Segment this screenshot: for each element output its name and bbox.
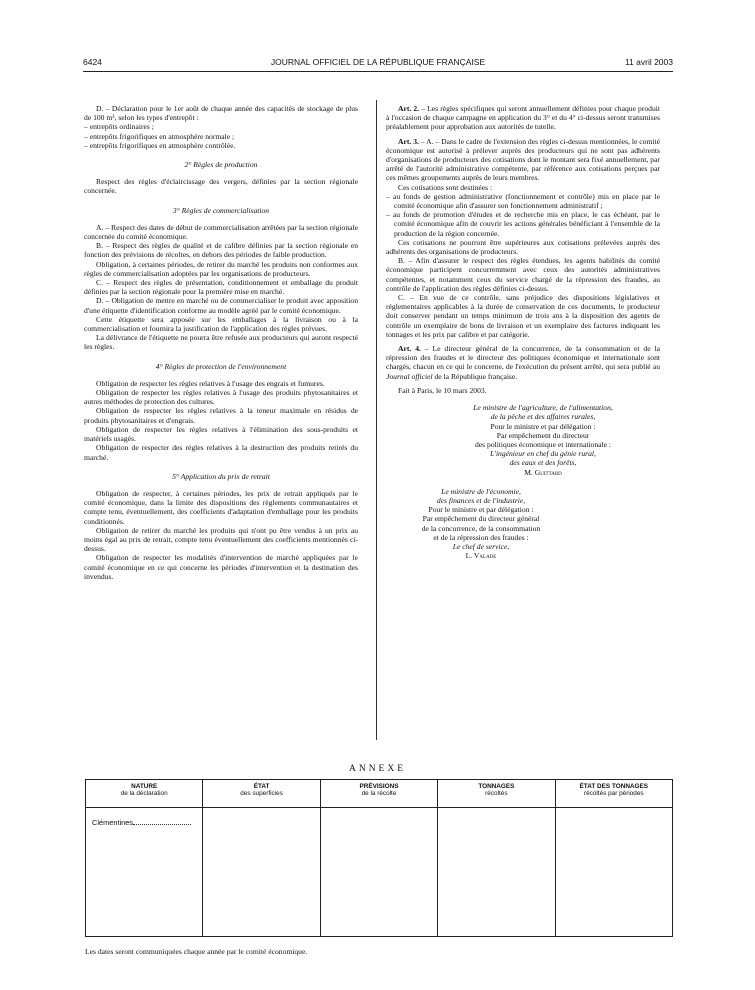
table-cell (203, 808, 320, 937)
signature-line: L'ingénieur en chef du génie rural, (490, 449, 596, 459)
signatory-name: M. Guittard (524, 467, 562, 477)
paragraph: Obligation de respecter les règles relatives à l'usage des produits phytosanitaires et autres méthodes de protection des cultures. (84, 388, 358, 407)
annexe-footnote: Les dates seront communiquées chaque année par le comité économique. (85, 947, 308, 956)
column-header: NATURE de la déclaration (86, 780, 203, 808)
article-text: – Les règles spécifiques qui seront annuellement définies pour chaque produit à l'occasion de chaque campagne en application du 3° et du 4° ci-dessus seront transmises préalablement pour approbation aux autorités de tutelle. (386, 104, 660, 132)
paragraph: C. – Respect des règles de présentation, conditionnement et emballage du produit définies par la section régionale pour la première mise en marché. (84, 278, 358, 297)
paragraph: Obligation de respecter les règles relatives à l'usage des engrais et fumures. (96, 378, 325, 388)
paragraph: Ces cotisations sont destinées : (398, 182, 493, 192)
page-number: 6424 (83, 57, 102, 67)
section-heading: 5° Application du prix de retrait (172, 471, 270, 481)
signature-line: des politiques économique et internationale : (474, 439, 612, 449)
article-label: Art. 2. (398, 104, 420, 113)
signature-line: Le ministre de l'agriculture, de l'alimentation, (473, 403, 613, 413)
signature-line: Par empêchement du directeur général (422, 514, 540, 524)
paragraph: D. – Obligation de mettre en marché ou de commercialiser le produit avec apposition d'une étiquette d'identification conforme au modèle agréé par le comité économique. (84, 296, 358, 315)
article-label: Art. 3. (398, 136, 419, 146)
column-header: ÉTAT des superficies (203, 780, 320, 808)
list-item: – entrepôts frigorifiques en atmosphère normale ; (84, 131, 235, 141)
paragraph: Obligation de respecter, à certaines périodes, les prix de retrait appliqués par le comité économique, dans la limite des dispositions des règlements communautaires et compte tenu, éventuellement, des coefficients d'adaptation d'emballage pour les produits conditionnés. (84, 488, 358, 526)
signature-line: et de la répression des fraudes : (433, 532, 529, 542)
article-3 (386, 137, 660, 183)
annexe-title: ANNEXE (348, 764, 407, 774)
paragraph: D. – Déclaration pour le 1er août de chaque année des capacités de stockage de plus de 100 m³, selon les types d'entrepôt : (84, 104, 358, 123)
paragraph: Obligation de retirer du marché les produits qui n'ont pu être vendus à un prix au moins égal au prix de retrait, compte tenu éventuellement des coefficients mentionnés ci-dessus. (84, 525, 358, 554)
signature-line: Pour le ministre et par délégation : (428, 505, 534, 515)
signature-line: Le chef de service, (452, 541, 510, 551)
section-heading: 4° Règles de protection de l'environnement (155, 361, 287, 371)
signature-block-economie (386, 487, 576, 561)
article-text: – A. – Dans le cadre de l'extension des règles ci-dessus mentionnées, le comité économique est autorisé à prélever auprès des producteurs qui ne sont pas adhérents d'organisations de producteurs des cotisations dont le montant sera fixé annuellement, par arrêté de l'autorité administrative compétente, par référence aux cotisations perçues par ces mêmes groupements auprès de leurs membres. (386, 136, 660, 183)
signature-block-agriculture (386, 403, 660, 477)
paragraph: A. – Respect des dates de début de commercialisation arrêtées par la section régionale concernée du comité économique. (84, 222, 358, 242)
list-item: – entrepôts ordinaires ; (84, 122, 154, 132)
article-4 (386, 344, 660, 381)
table-cell (320, 808, 437, 937)
paragraph: Obligation de respecter les règles relatives à l'élimination des sous-produits et matériels usagés. (84, 424, 358, 444)
column-header: PRÉVISIONS de la récolte (320, 780, 437, 808)
table-cell (86, 808, 203, 937)
table-header-row (86, 780, 673, 808)
signature-line: de la pêche et des affaires rurales, (490, 412, 596, 422)
paragraph: B. – Respect des règles de qualité et de calibre définies par la section régionale en fonction des prévisions de récoltes, en dehors des périodes de faible production. (84, 241, 358, 260)
table-row (86, 808, 673, 937)
section-heading: 2° Règles de production (184, 160, 258, 170)
issue-date: 11 avril 2003 (624, 57, 673, 67)
signature-line: de la concurrence, de la consommation (421, 523, 541, 533)
paragraph: La délivrance de l'étiquette ne pourra être refusée aux producteurs qui auront respecté les règles. (84, 333, 358, 352)
annexe-table (85, 779, 673, 937)
paragraph: Obligation de respecter les règles relatives à la teneur maximale en résidus de produits phytosanitaires et d'engrais. (84, 406, 358, 425)
list-item: – au fonds de promotion d'études et de recherche mis en place, le cas échéant, par le comité économique afin de couvrir les actions générales bénéficiant à l'ensemble de la production de la région concernée. (386, 210, 660, 238)
paragraph: C. – En vue de ce contrôle, sans préjudice des dispositions législatives et réglementaires applicables à la durée de conservation de ces documents, le producteur doit conserver pendant un temps minimum de trois ans à la disposition des agents de contrôle un exemplaire de bons de livraison et un exemplaire des factures indiquant les tonnages et les prix par calibre et par catégorie. (386, 293, 660, 339)
paragraph: Obligation de respecter les modalités d'intervention de marché appliquées par le comité économique en ce qui concerne les périodes d'intervention et la destination des invendus. (84, 553, 358, 581)
table-cell (555, 808, 672, 937)
left-column (84, 104, 358, 581)
article-label: Art. 4. (398, 344, 421, 354)
right-column (386, 104, 660, 560)
signature-line: Pour le ministre et par délégation : (490, 421, 596, 431)
header-rule (83, 71, 673, 72)
list-item: – au fonds de gestion administrative (fonctionnement et contrôle) mis en place par le comité économique afin d'assurer son fonctionnement administratif ; (386, 191, 660, 211)
dotted-leader (133, 824, 191, 825)
list-item: – entrepôts frigorifiques en atmosphère contrôlée. (84, 140, 236, 150)
column-header: TONNAGES récoltés (438, 780, 555, 808)
journal-name: Journal officiel (386, 371, 433, 381)
article-2 (386, 104, 660, 132)
paragraph: Cette étiquette sera apposée sur les emballages à la livraison ou à la commercialisation et fournira la justification de l'application des règles prévues. (84, 314, 358, 334)
product-label: Clémentines (92, 818, 134, 827)
column-header: ÉTAT DES TONNAGES récoltés par périodes (555, 780, 672, 808)
signature-line: Par empêchement du directeur (496, 430, 590, 440)
table-cell (438, 808, 555, 937)
column-separator (376, 100, 377, 740)
article-text: – Le directeur général de la concurrence, de la consommation et de la répression des fraudes et le directeur des politiques économique et internationale sont chargés, chacun en ce qui le concerne, de l'exécution du présent arrêté, qui sera publié au (386, 344, 660, 372)
signatory-name: L. Valade (465, 551, 497, 561)
page-header (83, 57, 673, 69)
paragraph: B. – Afin d'assurer le respect des règles étendues, les agents habilités du comité économique participent concurremment avec ceux des autorités administratives compétentes, et notamment ceux du service chargé de la répression des fraudes, au contrôle de l'application des règles définies ci-dessus. (386, 256, 660, 293)
paragraph: Respect des règles d'éclaircissage des vergers, définies par la section régionale concernée. (84, 177, 358, 196)
paragraph: Obligation de respecter des règles relatives à la destruction des produits retirés du marché. (84, 443, 358, 462)
signature-line: des finances et de l'industrie, (436, 495, 526, 505)
paragraph: Obligation, à certaines périodes, de retirer du marché les produits non conformes aux règles de commercialisation adoptées par les organisations de producteurs. (84, 259, 358, 278)
paragraph: Ces cotisations ne pourront être supérieures aux cotisations prélevées auprès des adhérents des organisations de producteurs. (386, 237, 660, 257)
signature-line: Le ministre de l'économie, (441, 486, 521, 496)
section-heading: 3° Règles de commercialisation (172, 205, 270, 215)
signature-date: Fait à Paris, le 10 mars 2003. (398, 385, 487, 395)
journal-title: JOURNAL OFFICIEL DE LA RÉPUBLIQUE FRANÇAISE (270, 57, 486, 67)
signature-line: des eaux et des forêts, (509, 458, 577, 468)
article-text: de la République française. (432, 371, 518, 381)
